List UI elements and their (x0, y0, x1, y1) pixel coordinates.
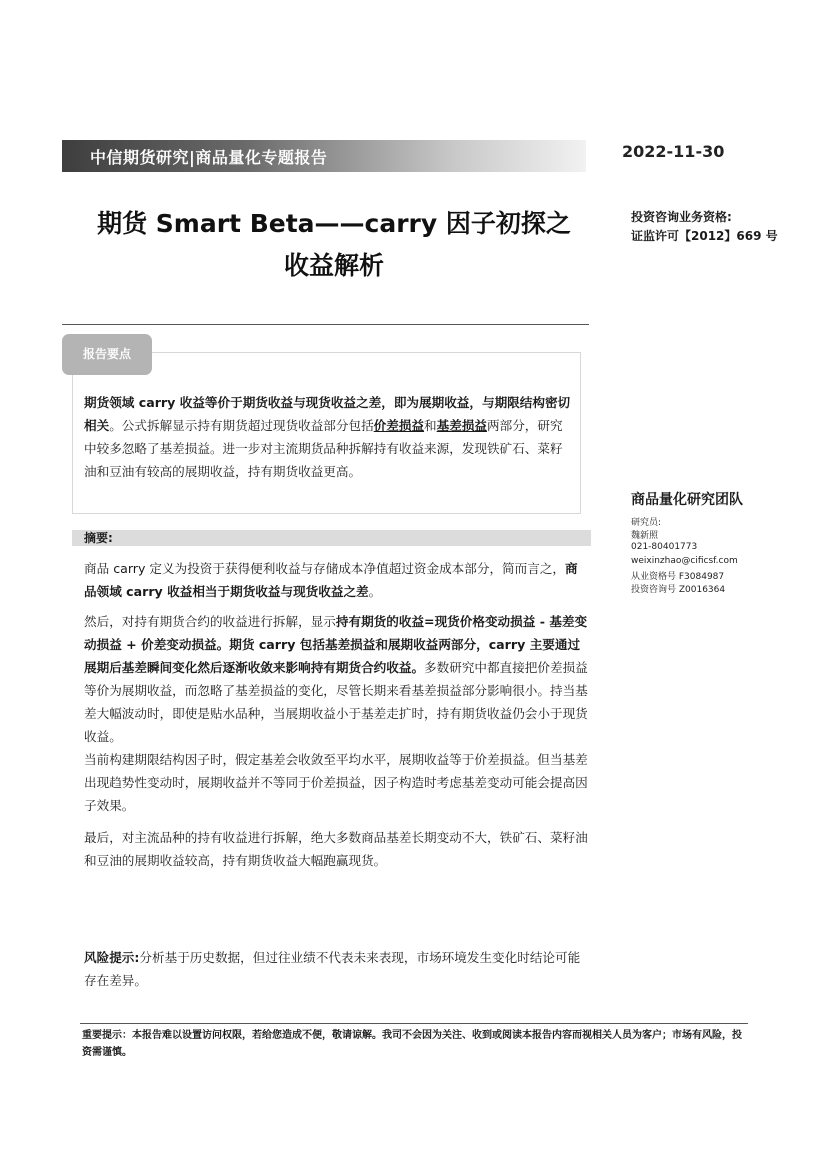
abstract-paragraph-3: 当前构建期限结构因子时，假定基差会收敛至平均水平，展期收益等于价差损益。但当基差出现趋势性变动时，展期收益并不等同于价差损益，因子构造时考虑基差变动可能会提高因子效果。 (84, 752, 588, 813)
p1-text-a: 商品 carry 定义为投资于获得便利收益与存储成本净值超过资金成本部分，简而言之， (84, 561, 566, 576)
footer-divider (80, 1023, 748, 1024)
team-license: 从业资格号 F3084987 (631, 572, 725, 582)
team-email: weixinzhao@cificsf.com (631, 556, 738, 566)
team-title: 商品量化研究团队 (631, 492, 743, 508)
key-points-text (84, 391, 572, 483)
risk-warning (84, 946, 590, 992)
key-points-t2: 和 (424, 418, 437, 433)
risk-text: 分析基于历史数据，但过往业绩不代表未来表现，市场环境发生变化时结论可能存在差异。 (84, 950, 581, 988)
p2-text-bold: 持有期货的收益=现货价格变动损益 - 基差变动损益 + 价差变动损益。期货 carry 包括基差损益和展期收益两部分，carry 主要通过展期后基差瞬间变化然后逐渐收敛来影响持有期货合约收益。 (84, 614, 588, 675)
team-role: 研究员: (631, 518, 662, 528)
report-title-line2: 收益解析 (283, 251, 384, 280)
team-consult-id: 投资咨询号 Z0016364 (631, 585, 726, 595)
banner-title: 中信期货研究|商品量化专题报告 (90, 148, 328, 167)
p2-text-c: 多数研究中都直接把价差损益等价为展期收益，而忽略了基差损益的变化，尽管长期来看基差损益部分影响很小。持当基差大幅波动时，即使是贴水品种，当展期收益小于基差走扩时，持有期货收益仍会小于现货收益。 (84, 660, 588, 744)
team-researcher-name: 魏新照 (631, 531, 659, 541)
key-points-lead: 期货领域 carry 收益等价于期货收益与现货收益之差，即为展期收益，与期限结构密切相关 (84, 395, 571, 433)
key-points-tab: 报告要点 (62, 334, 152, 375)
abstract-bar (72, 530, 591, 546)
qualification-value: 证监许可【2012】669 号 (631, 229, 778, 243)
abstract-paragraph-2 (84, 610, 590, 748)
p2-text-a: 然后，对持有期货合约的收益进行拆解，显示 (84, 614, 336, 629)
p1-text-c: 。 (368, 584, 382, 599)
abstract-paragraph-1 (84, 557, 590, 603)
team-phone: 021-80401773 (631, 542, 698, 552)
abstract-paragraph-4: 最后，对主流品种的持有收益进行拆解，绝大多数商品基差长期变动不大，铁矿石、菜籽油和豆油的展期收益较高，持有期货收益大幅跑赢现货。 (84, 830, 588, 868)
qualification-label: 投资咨询业务资格: (631, 210, 732, 224)
report-date: 2022-11-30 (622, 142, 725, 161)
p1-text-bold: 商品领域 carry 收益相当于期货收益与现货收益之差 (84, 561, 578, 599)
key-points-term-spread: 价差损益 (373, 418, 425, 433)
title-divider (62, 324, 589, 325)
abstract-label: 摘要: (84, 531, 113, 545)
important-notice: 重要提示：本报告难以设置访问权限，若给您造成不便，敬请谅解。我司不会因为关注、收到或阅读本报告内容而视相关人员为客户；市场有风险，投资需谨慎。 (82, 1030, 742, 1058)
key-points-t1: 。公式拆解显示持有期货超过现货收益部分包括 (109, 418, 374, 433)
risk-label: 风险提示: (84, 950, 140, 965)
key-points-t3: 两部分，研究中较多忽略了基差损益。进一步对主流期货品种拆解持有收益来源，发现铁矿石、菜籽油和豆油有较高的展期收益，持有期货收益更高。 (84, 418, 563, 479)
key-points-term-basis: 基差损益 (436, 418, 487, 433)
report-title-line1: 期货 Smart Beta——carry 因子初探之 (97, 209, 571, 238)
